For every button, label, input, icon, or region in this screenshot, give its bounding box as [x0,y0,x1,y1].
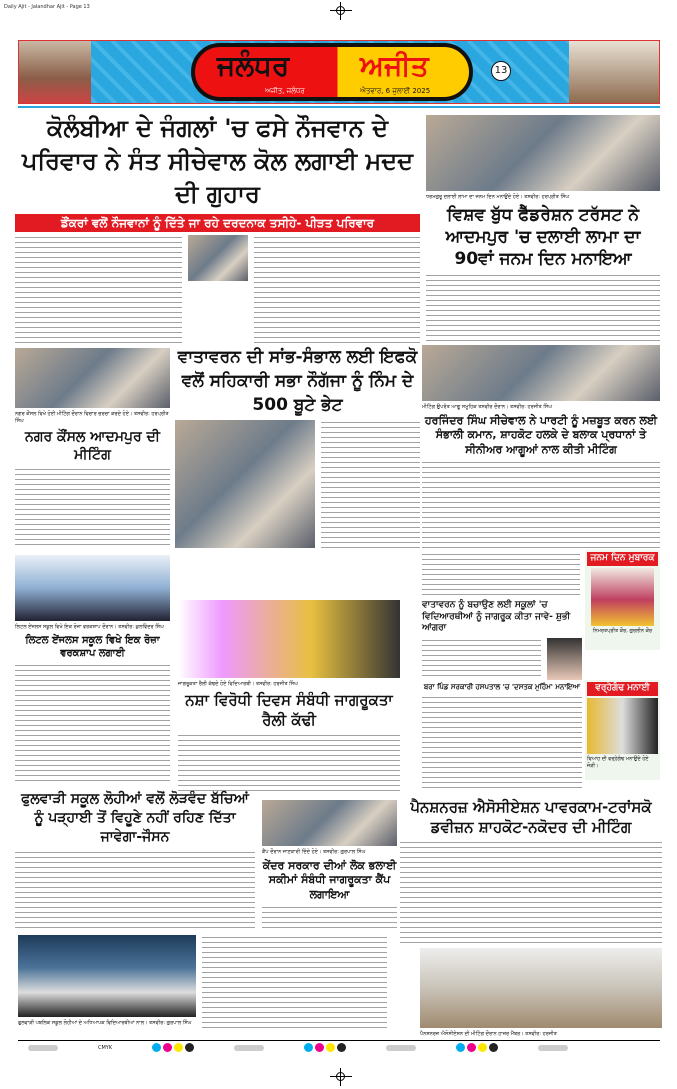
photo-caption: ਲਿਟਲ ਏਂਜਲਸ ਸਕੂਲ ਵਿਖੇ ਇਕ ਰੋਜ਼ਾ ਵਰਕਸ਼ਾਪ ਦੌਰਾਨ। ਤਸਵੀਰ: ਕੁਲਵਿੰਦਰ ਸਿੰਘ [15,624,164,630]
photo-caption: ਨਗਰ ਕੌਂਸਲ ਵਿਖੇ ਹੋਈ ਮੀਟਿੰਗ ਦੌਰਾਨ ਵਿਚਾਰ ਚਰਚਾ ਕਰਦੇ ਹੋਏ। ਤਸਵੀਰ: ਹਰਪ੍ਰੀਤ ਸਿੰਘ [15,411,169,424]
story-headline: ਨਗਰ ਕੌਂਸਲ ਆਦਮਪੁਰ ਦੀ ਮੀਟਿੰਗ [24,429,161,464]
story-headline: ਫੁਲਵਾੜੀ ਸਕੂਲ ਲੋਹੀਆਂ ਵਲੋਂ ਲੋੜਵੰਦ ਬੱਚਿਆਂ ਨੂੰ ਪੜ੍ਹਾਈ ਤੋਂ ਵਿਹੂਣੇ ਨਹੀਂ ਰਹਿਣ ਦਿੱਤਾ ਜਾਵੇਗਾ-ਜੌਸਨ [21,791,249,845]
story-body [400,840,662,945]
story-workshop [15,555,170,785]
story-photo-group [422,345,660,401]
anniversary-photo [587,698,658,754]
story-rally [178,600,400,795]
story-body [426,273,660,343]
masthead [18,40,660,104]
story-headline: ਲਿਟਲ ਏਂਜਲਸ ਸਕੂਲ ਵਿਖੇ ਇਕ ਰੋਜ਼ਾ ਵਰਕਸ਼ਾਪ ਲਗਾਈ [25,635,160,659]
story-council [15,348,170,548]
story-headline: ਪੈਨਸ਼ਨਰਜ਼ ਐਸੋਸੀਏਸ਼ਨ ਪਾਵਰਕਾਮ-ਟਰਾਂਸਕੋ ਡਵੀਜ਼ਨ ਸ਼ਾਹਕੋਟ-ਨਕੋਦਰ ਦੀ ਮੀਟਿੰਗ [410,798,652,836]
story-photo-camp [262,800,397,846]
story-photo-dalai-lama [426,115,660,191]
page-number: 13 [491,61,511,81]
story-environment [422,600,582,790]
story-headline: ਨਸ਼ਾ ਵਿਰੋਧੀ ਦਿਵਸ ਸੰਬੰਧੀ ਜਾਗਰੂਕਤਾ ਰੈਲੀ ਕੱਢੀ [185,691,393,729]
birthday-box [585,550,660,650]
story-headline: ਹਰਜਿੰਦਰ ਸਿੰਘ ਸੀਚੇਵਾਲ ਨੇ ਪਾਰਟੀ ਨੂੰ ਮਜ਼ਬੂਤ ਕਰਨ ਲਈ ਸੰਭਾਲੀ ਕਮਾਨ, ਸ਼ਾਹਕੋਟ ਹਲਕੇ ਦੇ ਬਲਾਕ ਪ੍ਰਧਾਨਾਂ ਤੇ ਸੀਨੀਅਰ ਆਗੂਆਂ ਨਾਲ ਕੀਤੀ ਮੀਟਿੰਗ [424,414,658,456]
color-dots-icon [152,1043,194,1052]
story-body [202,935,387,1030]
story-body [15,850,255,930]
registration-mark-icon [330,2,352,20]
lead-headline: ਕੋਲੰਬੀਆ ਦੇ ਜੰਗਲਾਂ 'ਚ ਫਸੇ ਨੌਜਵਾਨ ਦੇ ਪਰਿਵਾਰ ਨੇ ਸੰਤ ਸੀਚੇਵਾਲ ਕੋਲ ਲਗਾਈ ਮਦਦ ਦੀ ਗੁਹਾਰ [21,114,414,208]
story-photo-council [15,348,170,408]
birthday-photo [591,568,654,626]
story-body [178,733,400,795]
story-headline: ਵਾਤਾਵਰਨ ਨੂੰ ਬਚਾਉਣ ਲਈ ਸਕੂਲਾਂ 'ਚ ਵਿਦਿਆਰਥੀਆਂ ਨੂੰ ਜਾਗਰੂਕ ਕੀਤਾ ਜਾਵੇ- ਸ਼ੁਭੀ ਆਂਗਰਾ [422,600,571,634]
photo-caption: ਧਰਮਗੁਰੂ ਦਲਾਈ ਲਾਮਾ ਦਾ ਜਨਮ ਦਿਨ ਮਨਾਉਂਦੇ ਹੋਏ। ਤਸਵੀਰ: ਹਰਪ੍ਰੀਤ ਸਿੰਘ [426,194,570,200]
masthead-rule [18,106,660,108]
story-body [422,552,580,596]
masthead-logo [191,43,473,101]
photo-caption: ਪੈਨਸ਼ਨਰਜ਼ ਐਸੋਸੀਏਸ਼ਨ ਦੀ ਮੀਟਿੰਗ ਦੌਰਾਨ ਹਾਜ਼ਰ ਮੈਂਬਰ। ਤਸਵੀਰ: ਹਰਜੀਤ [420,1031,557,1037]
color-dots-icon [456,1043,498,1052]
anniversary-caption: ਵਿਆਹ ਦੀ ਵਰ੍ਹੇਗੰਢ ਮਨਾਉਂਦੇ ਹੋਏ ਜੋੜੀ। [587,755,649,769]
masthead-edition: ਅਜੀਤ, ਜਲੰਧਰ [265,87,305,95]
print-slug: Daily Ajit - Jalandhar Ajit - Page 13 [4,4,90,10]
story-photo-rally [178,600,400,678]
lead-story [15,112,420,344]
portrait-photo [547,638,582,680]
color-dots-icon [304,1043,346,1052]
photo-caption: ਜਾਗਰੂਕਤਾ ਰੈਲੀ ਕੱਢਦੇ ਹੋਏ ਵਿਦਿਆਰਥੀ। ਤਸਵੀਰ: ਹਰਜੀਤ ਸਿੰਘ [178,681,298,687]
story-body [422,460,660,548]
cmyk-label: CMYK [98,1044,113,1051]
story-photo-school [15,555,170,621]
story-photo-school-staff [18,935,196,1017]
lead-subhead: ਡੌਂਕਰਾਂ ਵਲੋਂ ਨੌਜਵਾਨਾਂ ਨੂੰ ਦਿੱਤੇ ਜਾ ਰਹੇ ਦਰਦਨਾਕ ਤਸੀਹੇ- ਪੀੜਤ ਪਰਿਵਾਰ [15,214,420,232]
story-sechewal [422,345,660,548]
masthead-photo-right [569,41,659,103]
anniversary-title: ਵਰ੍ਹੇਗੰਢ ਮਨਾਈ [587,682,658,696]
masthead-title-right: ਅਜੀਤ [360,49,429,82]
story-pensioners [400,798,662,1038]
birthday-title: ਜਨਮ ਦਿਨ ਮੁਬਾਰਕ [587,552,658,566]
anniversary-box [585,680,660,780]
story-headline: ਵਾਤਾਵਰਨ ਦੀ ਸਾਂਭ-ਸੰਭਾਲ ਲਈ ਇਫਕੋ ਵਲੋਂ ਸਹਿਕਾਰੀ ਸਭਾ ਨੌਗੱਜਾ ਨੂੰ ਨਿੰਮ ਦੇ 500 ਬੂਟੇ ਭੇਟ [177,347,418,415]
lead-portrait [188,235,248,281]
birthday-caption: ਨਿਮਰਤਪ੍ਰੀਤ ਕੌਰ, ਗੁਰਲੀਨ ਕੌਰ [592,627,653,634]
story-phulwari [15,790,255,930]
story-photo-saplings [175,420,315,548]
story-phulwari-photo [18,935,196,1038]
masthead-photo-left [19,41,91,103]
lead-body [254,235,421,344]
story-body [15,663,170,785]
photo-caption: ਫੁਲਵਾੜੀ ਪਬਲਿਕ ਸਕੂਲ ਲੋਹੀਆਂ ਦੇ ਅਧਿਆਪਕ ਵਿਦਿਆਰਥੀਆਂ ਨਾਲ। ਤਸਵੀਰ: ਗੁਰਪਾਲ ਸਿੰਘ [18,1020,192,1026]
story-headline: ਵਿਸ਼ਵ ਬੁੱਧ ਫੈੱਡਰੇਸ਼ਨ ਟਰੱਸਟ ਨੇ ਆਦਮਪੁਰ 'ਚ ਦਲਾਈ ਲਾਮਾ ਦਾ 90ਵਾਂ ਜਨਮ ਦਿਨ ਮਨਾਇਆ [445,205,641,270]
story-camp [262,800,397,932]
photo-caption: ਕੈਂਪ ਦੌਰਾਨ ਜਾਣਕਾਰੀ ਦਿੰਦੇ ਹੋਏ। ਤਸਵੀਰ: ਗੁਰਪਾਲ ਸਿੰਘ [262,849,366,855]
story-subhead: ਬਰਾ ਪਿੰਡ ਸਰਕਾਰੀ ਹਸਪਤਾਲ 'ਚ 'ਦਸਤਕ ਮੁਹਿੰਮ' ਮਨਾਇਆ [423,683,581,692]
story-photo-pensioners [420,948,662,1028]
story-body [321,420,420,548]
story-headline: ਕੇਂਦਰ ਸਰਕਾਰ ਦੀਆਂ ਲੋਕ ਭਲਾਈ ਸਕੀਮਾਂ ਸੰਬੰਧੀ ਜਾਗਰੂਕਤਾ ਕੈਂਪ ਲਗਾਇਆ [262,859,397,901]
masthead-title-left: ਜਲੰਧਰ [217,49,290,82]
photo-caption: ਮੀਟਿੰਗ ਉਪਰੰਤ ਆਗੂ ਸਮੂਹਿਕ ਤਸਵੀਰ ਦੌਰਾਨ। ਤਸਵੀਰ: ਹਰਜੀਤ ਸਿੰਘ [422,404,552,410]
story-body [422,638,541,680]
story-body [15,467,170,548]
story-body [422,695,582,790]
masthead-date: ਐਤਵਾਰ, 6 ਜੁਲਾਈ 2025 [360,87,431,95]
story-body [262,905,397,932]
story-iffco [175,345,420,548]
registration-mark-icon [330,1068,352,1086]
color-bar [18,1040,660,1054]
lead-body [15,235,182,344]
story-dalai-lama [426,115,660,343]
